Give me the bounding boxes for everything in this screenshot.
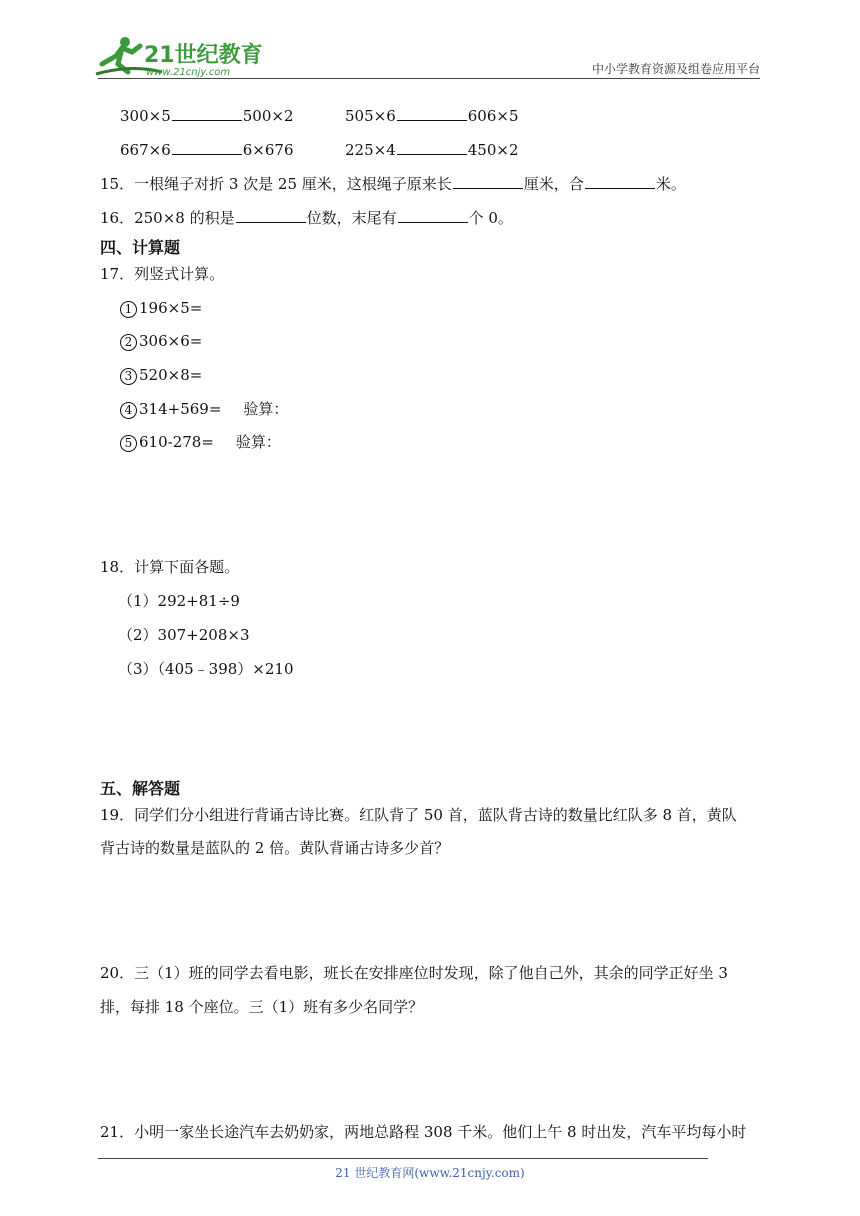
answer-blank[interactable] bbox=[397, 106, 467, 121]
compare-2b: 225×4 450×2 bbox=[345, 141, 519, 159]
q17-item-3: 3 520×8= bbox=[120, 365, 202, 385]
header-divider bbox=[98, 78, 760, 79]
q18-item-3: （3）（405﹣398）×210 bbox=[118, 660, 294, 678]
answer-blank[interactable] bbox=[172, 140, 242, 155]
question-19-line-1: 19．同学们分小组进行背诵古诗比赛。红队背了 50 首，蓝队背古诗的数量比红队多 8 首，黄队 bbox=[100, 806, 737, 824]
question-18-title: 18．计算下面各题。 bbox=[100, 558, 240, 576]
question-15: 15．一根绳子对折 3 次是 25 厘米，这根绳子原来长 厘米，合 米。 bbox=[100, 175, 686, 193]
question-20-line-2: 排，每排 18 个座位。三（1）班有多少名同学？ bbox=[100, 998, 424, 1016]
logo-url: www.21cnjy.com bbox=[146, 67, 231, 78]
section-heading-5: 五、解答题 bbox=[100, 779, 181, 798]
compare-1a: 300×5 500×2 bbox=[120, 107, 294, 125]
question-19-line-2: 背古诗的数量是蓝队的 2 倍。黄队背诵古诗多少首？ bbox=[100, 839, 450, 857]
answer-blank[interactable] bbox=[236, 208, 306, 223]
site-name: 中小学教育资源及组卷应用平台 bbox=[591, 62, 760, 76]
question-16: 16．250×8 的积是 位数，末尾有 个 0。 bbox=[100, 209, 513, 227]
answer-blank[interactable] bbox=[398, 208, 468, 223]
answer-blank[interactable] bbox=[585, 174, 655, 189]
compare-2a: 667×6 6×676 bbox=[120, 141, 294, 159]
logo-text: 21世纪教育 bbox=[144, 43, 262, 68]
section-heading-4: 四、计算题 bbox=[100, 238, 181, 257]
q17-item-4: 4 314+569= 验算： bbox=[120, 399, 288, 419]
footer-text[interactable]: 21 世纪教育网(www.21cnjy.com) bbox=[335, 1166, 525, 1180]
runner-icon bbox=[92, 34, 262, 78]
site-logo bbox=[92, 34, 262, 78]
compare-1b: 505×6 606×5 bbox=[345, 107, 519, 125]
q18-item-2: （2）307+208×3 bbox=[118, 626, 250, 644]
question-20-line-1: 20．三（1）班的同学去看电影，班长在安排座位时发现，除了他自己外，其余的同学正好坐 3 bbox=[100, 964, 728, 982]
answer-blank[interactable] bbox=[172, 106, 242, 121]
answer-blank[interactable] bbox=[453, 174, 523, 189]
q17-item-1: 1 196×5= bbox=[120, 298, 202, 318]
q17-item-5: 5 610-278= 验算： bbox=[120, 432, 281, 452]
q18-item-1: （1）292+81÷9 bbox=[118, 592, 240, 610]
answer-blank[interactable] bbox=[397, 140, 467, 155]
footer-divider bbox=[98, 1158, 708, 1159]
question-21-line-1: 21．小明一家坐长途汽车去奶奶家，两地总路程 308 千米。他们上午 8 时出发，汽车平均每小时 bbox=[100, 1123, 747, 1141]
q17-item-2: 2 306×6= bbox=[120, 331, 202, 351]
question-17-title: 17．列竖式计算。 bbox=[100, 265, 225, 283]
